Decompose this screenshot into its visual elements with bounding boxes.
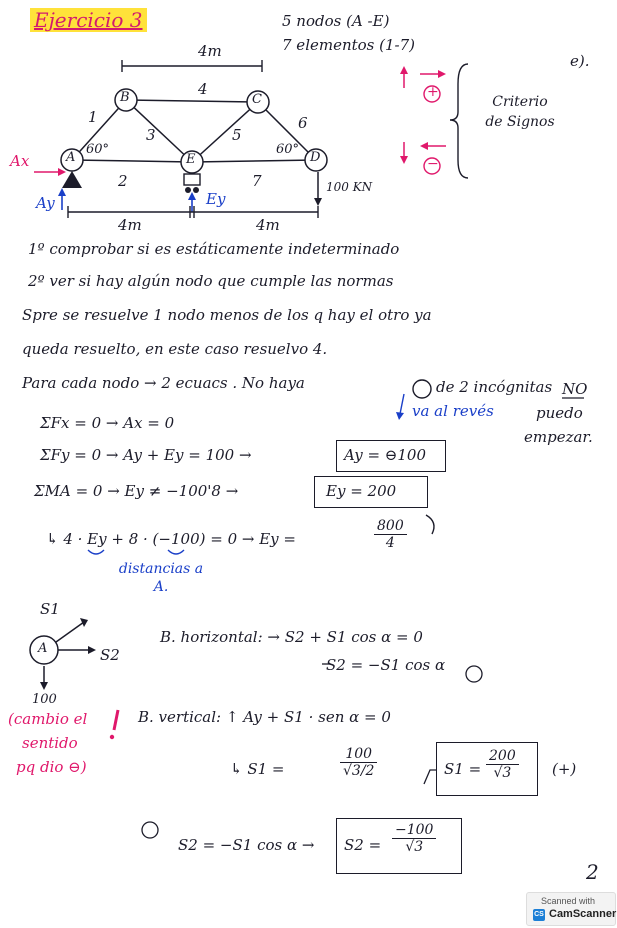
pink-note-3: pq dio ⊖) bbox=[16, 758, 87, 776]
load-arrow bbox=[314, 198, 322, 206]
cs-logo-icon: CS bbox=[533, 909, 545, 921]
fbd-load: 100 bbox=[32, 692, 57, 707]
node-label-a: A bbox=[66, 150, 76, 165]
dim-top: 4m bbox=[198, 42, 222, 60]
angle-label-d: 60° bbox=[276, 142, 300, 157]
s1-result: S1 = bbox=[444, 760, 482, 778]
header-elements: 7 elementos (1-7) bbox=[282, 36, 416, 54]
note-no: NO bbox=[562, 380, 588, 398]
fbd-s1: S1 bbox=[40, 600, 60, 618]
load-label: 100 KN bbox=[326, 180, 373, 194]
reaction-ax: Ax bbox=[10, 152, 30, 170]
s2-arrow bbox=[88, 646, 96, 654]
member-3 bbox=[126, 100, 192, 162]
scanner-badge bbox=[526, 892, 616, 926]
note-puedo: puedo bbox=[536, 404, 583, 422]
node-label-d: D bbox=[310, 150, 321, 165]
page-number: 2 bbox=[586, 860, 599, 884]
s2-result-fraction bbox=[392, 822, 436, 855]
note-reverse: va al revés bbox=[412, 402, 494, 420]
member-label-7: 7 bbox=[252, 172, 262, 190]
note-line-2: 2º ver si hay algún nodo que cumple las normas bbox=[28, 272, 394, 290]
fbd-label-a: A bbox=[38, 641, 48, 656]
scanner-line-2: CamScanner bbox=[549, 908, 617, 920]
fbd-s2: S2 bbox=[100, 646, 120, 664]
s2-equation: S2 = −S1 cos α → bbox=[178, 836, 315, 854]
plus-sign: + bbox=[427, 84, 439, 100]
ay-result: Ay = ⊖100 bbox=[344, 446, 427, 464]
note-line-1: 1º comprobar si es estáticamente indeterminado bbox=[28, 240, 400, 258]
angle-label-a: 60° bbox=[86, 142, 110, 157]
pink-note-2: sentido bbox=[22, 734, 78, 752]
part-label: e). bbox=[570, 52, 590, 70]
ey-fraction bbox=[374, 518, 407, 551]
s1-result-fraction bbox=[486, 748, 519, 781]
member-label-6: 6 bbox=[298, 114, 308, 132]
support-E bbox=[184, 174, 200, 185]
s2-result-den: √3 bbox=[405, 839, 424, 855]
s1-equation: ↳ S1 = bbox=[230, 760, 285, 778]
member-label-2: 2 bbox=[118, 172, 128, 190]
s1-fraction-num: 100 bbox=[340, 746, 377, 763]
ey-result: Ey = 200 bbox=[326, 482, 397, 500]
member-label-3: 3 bbox=[146, 126, 156, 144]
criteria-label: Criterio de Signos bbox=[485, 94, 555, 130]
ey-arrow bbox=[188, 192, 196, 200]
note-line-5: Para cada nodo → 2 ecuacs . No haya bbox=[22, 374, 305, 392]
eq-fx: ΣFx = 0 → Ax = 0 bbox=[40, 414, 175, 432]
s1-result-den: √3 bbox=[493, 765, 512, 781]
dim-left: 4m bbox=[118, 216, 142, 234]
eq-detail: ↳ 4 · Ey + 8 · (−100) = 0 → Ey = bbox=[46, 530, 296, 548]
eq-ma: ΣMA = 0 → Ey ≠ −100'8 → bbox=[34, 482, 239, 500]
title-text: Ejercicio 3 bbox=[30, 8, 147, 32]
member-4 bbox=[126, 100, 258, 102]
note-line-3: Spre se resuelve 1 nodo menos de los q hay el otro ya bbox=[22, 306, 432, 324]
s1-fraction-den: √3/2 bbox=[343, 763, 375, 779]
node-label-b: B bbox=[120, 90, 130, 105]
balance-horizontal-2: S2 = −S1 cos α bbox=[326, 656, 446, 674]
eq-fy: ΣFy = 0 → Ay + Ey = 100 → bbox=[40, 446, 252, 464]
s1-sign: (+) bbox=[552, 760, 577, 778]
s2-result-num: −100 bbox=[392, 822, 436, 839]
member-label-4: 4 bbox=[198, 80, 208, 98]
note-empezar: empezar. bbox=[524, 428, 593, 446]
member-label-5: 5 bbox=[232, 126, 242, 144]
node-label-c: C bbox=[252, 92, 262, 107]
pink-note-1: (cambio el bbox=[8, 710, 88, 728]
dim-right: 4m bbox=[256, 216, 280, 234]
ey-fraction-num: 800 bbox=[374, 518, 407, 535]
ey-fraction-den: 4 bbox=[385, 535, 395, 551]
s1-result-num: 200 bbox=[486, 748, 519, 765]
member-5 bbox=[192, 102, 258, 162]
reaction-ey: Ey bbox=[206, 190, 226, 208]
member-7 bbox=[192, 160, 316, 162]
reaction-ay: Ay bbox=[36, 194, 55, 212]
s1-fraction bbox=[340, 746, 377, 779]
balance-vertical: B. vertical: ↑ Ay + S1 · sen α = 0 bbox=[138, 708, 391, 726]
balance-horizontal: B. horizontal: → S2 + S1 cos α = 0 bbox=[160, 628, 423, 646]
scanner-line-1: Scanned with bbox=[541, 896, 596, 906]
note-line-4: queda resuelto, en este caso resuelvo 4. bbox=[22, 340, 328, 358]
criteria-brace bbox=[450, 64, 468, 178]
s2-result: S2 = bbox=[344, 836, 382, 854]
node-label-e: E bbox=[186, 152, 196, 167]
header-nodes: 5 nodos (A -E) bbox=[282, 12, 390, 30]
ay-arrow bbox=[58, 188, 66, 196]
s1-arrow bbox=[80, 618, 88, 627]
member-label-1: 1 bbox=[88, 108, 98, 126]
minus-sign: − bbox=[427, 156, 439, 172]
member-2 bbox=[72, 160, 192, 162]
load-arrow-A bbox=[40, 682, 48, 690]
support-A bbox=[62, 171, 82, 188]
note-line-6: de 2 incógnitas bbox=[436, 378, 553, 396]
distances-note: distancias a A. bbox=[118, 561, 204, 595]
